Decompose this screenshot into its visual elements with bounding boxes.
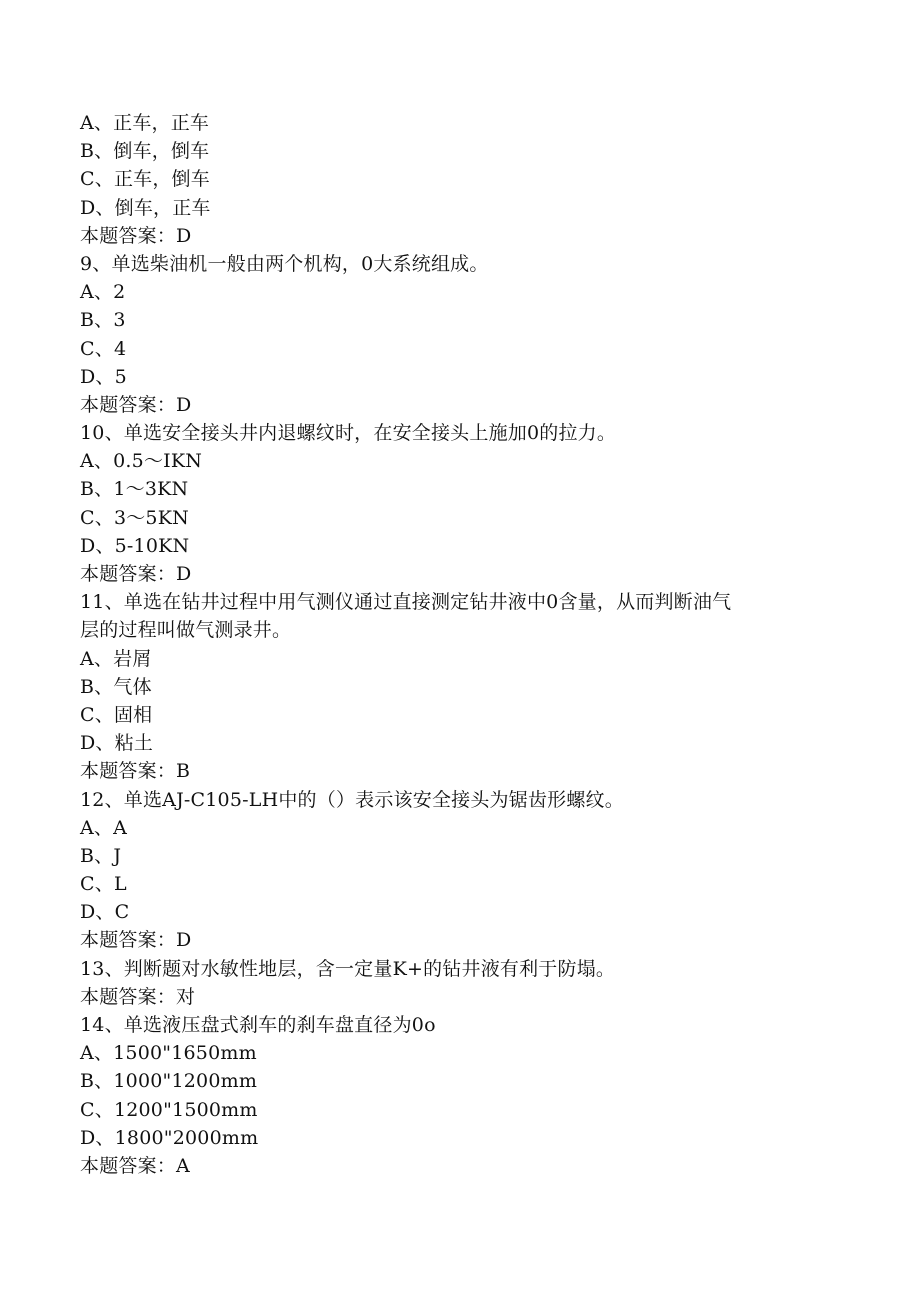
option-a: A、正车，正车 — [80, 112, 210, 134]
document-page — [80, 109, 840, 1180]
answer-line: 本题答案：D — [80, 393, 192, 416]
question-14: 14、单选液压盘式刹车的刹车盘直径为0o — [80, 1014, 436, 1036]
option-a: A、A — [80, 816, 128, 839]
option-d: D、5 — [80, 365, 127, 388]
answer-line: 本题答案：D — [80, 563, 192, 585]
option-a: A、1500"1650mm — [80, 1042, 257, 1065]
option-d: D、1800"2000mm — [80, 1126, 259, 1149]
question-9: 9、单选柴油机一般由两个机构，0大系统组成。 — [80, 252, 489, 275]
option-a: A、0.5～IKN — [80, 450, 203, 473]
answer-line: 本题答案：A — [80, 1154, 190, 1177]
option-b: B、1000"1200mm — [80, 1070, 258, 1093]
option-d: D、C — [80, 901, 130, 924]
question-13: 13、判断题对水敏性地层，含一定量K+的钻井液有利于防塌。 — [80, 957, 616, 980]
option-c: C、4 — [80, 337, 127, 360]
answer-line: 本题答案：对 — [80, 985, 196, 1008]
answer-line: 本题答案：D — [80, 224, 192, 247]
option-b: B、倒车，倒车 — [80, 140, 210, 163]
option-c: C、3～5KN — [80, 506, 189, 529]
option-c: C、1200"1500mm — [80, 1098, 258, 1121]
option-b: B、气体 — [80, 675, 152, 698]
option-c: C、固相 — [80, 703, 153, 726]
option-d: D、倒车，正车 — [80, 196, 211, 219]
option-d: D、粘土 — [80, 732, 154, 755]
option-c: C、正车，倒车 — [80, 168, 210, 191]
answer-line: 本题答案：B — [80, 760, 191, 783]
option-d: D、5-10KN — [80, 534, 190, 557]
option-b: B、3 — [80, 309, 126, 332]
option-b: B、J — [80, 844, 122, 867]
answer-line: 本题答案：D — [80, 929, 192, 952]
option-a: A、2 — [80, 281, 126, 304]
question-11-continued: 层的过程叫做气测录井。 — [80, 619, 292, 642]
question-11: 11、单选在钻井过程中用气测仪通过直接测定钻井液中0含量，从而判断油气 — [80, 591, 732, 614]
option-c: C、L — [80, 873, 127, 896]
option-b: B、1～3KN — [80, 478, 189, 501]
option-a: A、岩屑 — [80, 647, 152, 670]
question-12: 12、单选AJ-C105-LH中的（）表示该安全接头为锯齿形螺纹。 — [80, 788, 624, 811]
question-10: 10、单选安全接头井内退螺纹时，在安全接头上施加0的拉力。 — [80, 422, 617, 445]
